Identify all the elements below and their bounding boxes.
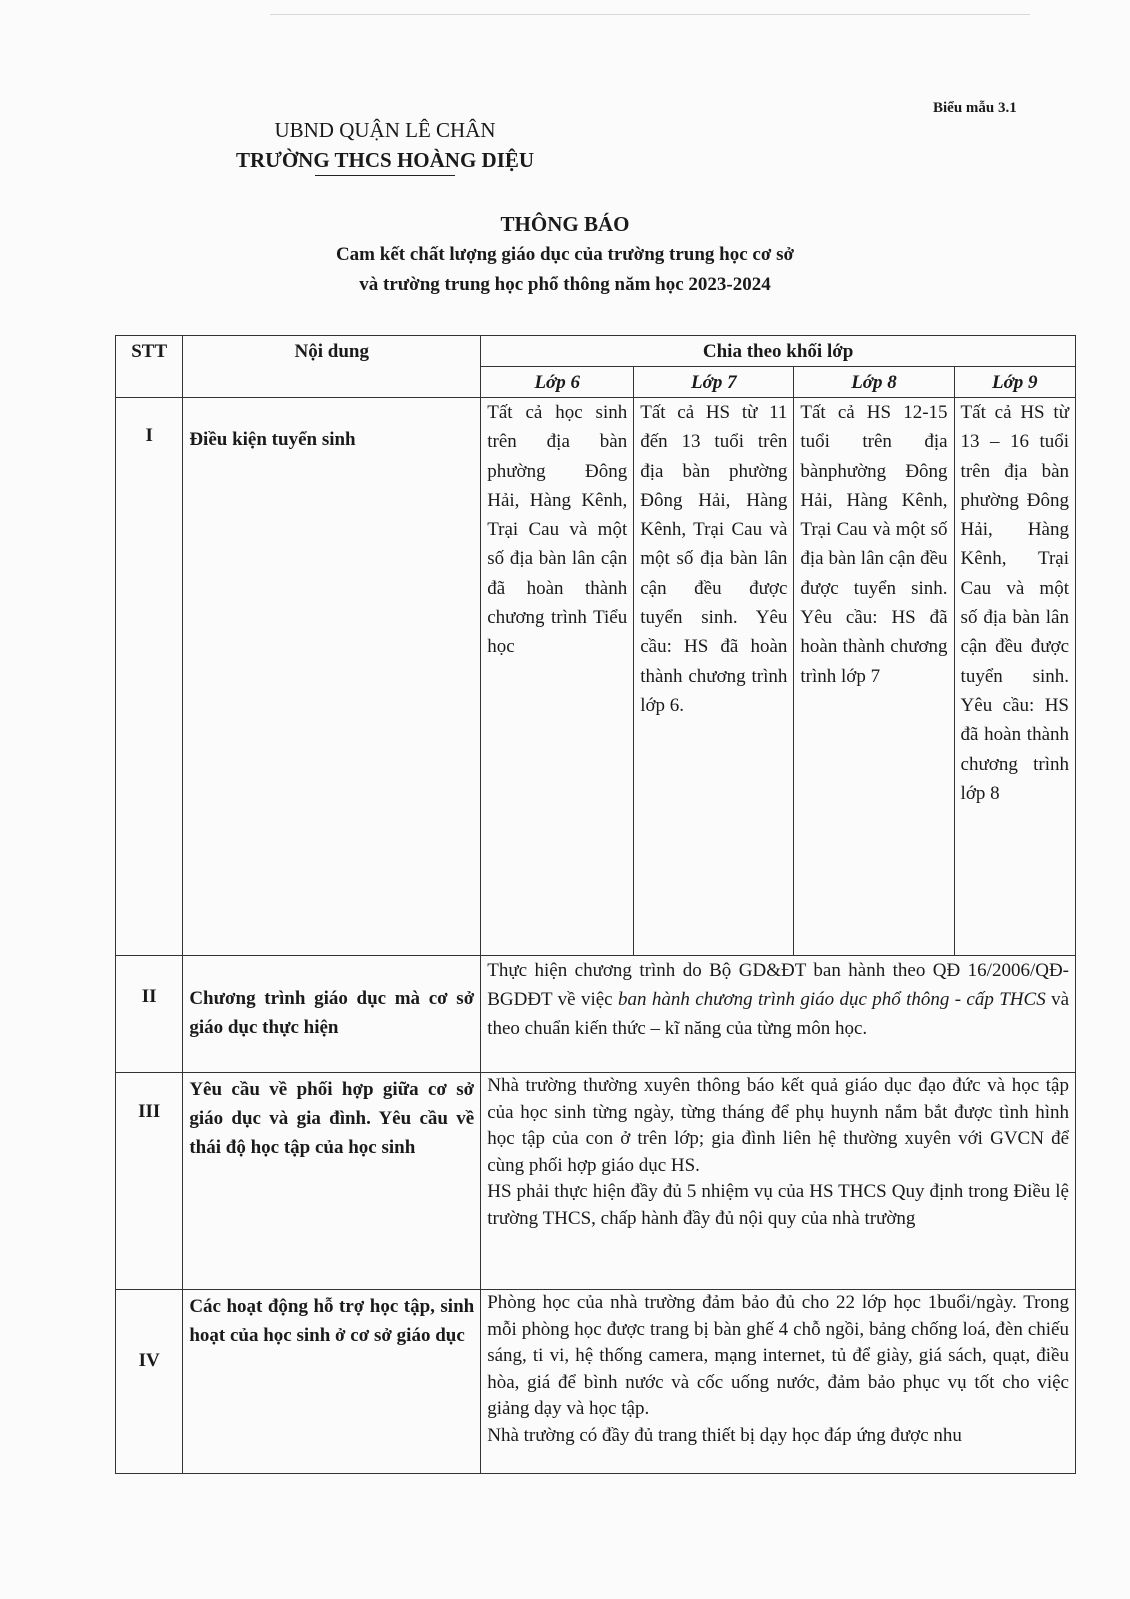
header-underline bbox=[315, 175, 455, 176]
title-line-1: Cam kết chất lượng giáo dục của trường trung học cơ sở bbox=[335, 244, 795, 265]
scan-edge-line bbox=[270, 14, 1030, 15]
row-description bbox=[481, 1290, 1076, 1474]
description-paragraph: Nhà trường thường xuyên thông báo kết quả giáo dục đạo đức và học tập của học sinh từng ngày, từng tháng để phụ huynh nắm bắt được tình hình học tập của con ở trên lớp; gia đình liên hệ thường xuyên với GVCN để cùng phối hợp giáo dục HS. bbox=[487, 1075, 1069, 1176]
row-number: IV bbox=[116, 1290, 183, 1474]
header-grade-group: Chia theo khối lớp bbox=[481, 336, 1076, 367]
header-content: Nội dung bbox=[183, 336, 481, 398]
form-code: Biểu mẫu 3.1 bbox=[933, 100, 1017, 116]
commitment-table bbox=[115, 335, 1076, 1474]
table-row bbox=[116, 956, 1076, 1073]
table-row bbox=[116, 398, 1076, 956]
row-content: Điều kiện tuyển sinh bbox=[183, 398, 481, 956]
description-text-end: và theo chuẩn kiến thức – kĩ năng của từng môn học. bbox=[487, 989, 1069, 1039]
grade-6-cell: Tất cả học sinh trên địa bàn phường Đông Hải, Hàng Kênh, Trại Cau và một số địa bàn lân cận đã hoàn thành chương trình Tiểu học bbox=[481, 398, 634, 956]
description-text: Thực hiện chương trình do Bộ GD&ĐT ban hành theo QĐ 16/2006/QĐ-BGDĐT về việc bbox=[487, 960, 1069, 1010]
description-italic-text: ban hành chương trình giáo dục phổ thông - cấp THCS bbox=[617, 989, 1046, 1010]
table-row bbox=[116, 1290, 1076, 1474]
issuer-header bbox=[220, 115, 550, 175]
row-number: III bbox=[116, 1073, 183, 1290]
document-title bbox=[300, 208, 830, 300]
header-grade-9: Lớp 9 bbox=[954, 367, 1075, 398]
header-stt: STT bbox=[116, 336, 183, 398]
header-grade-7: Lớp 7 bbox=[634, 367, 794, 398]
title-line-2: và trường trung học phổ thông năm học 2023-2024 bbox=[359, 274, 771, 295]
row-number: II bbox=[116, 956, 183, 1073]
description-paragraph: HS phải thực hiện đầy đủ 5 nhiệm vụ của HS THCS Quy định trong Điều lệ trường THCS, chấp hành đầy đủ nội quy của nhà trường bbox=[487, 1181, 1069, 1229]
row-content: Chương trình giáo dục mà cơ sở giáo dục thực hiện bbox=[183, 956, 481, 1073]
row-description bbox=[481, 1073, 1076, 1290]
agency-name: UBND QUẬN LÊ CHÂN bbox=[274, 118, 496, 142]
row-description bbox=[481, 956, 1076, 1073]
title-main: THÔNG BÁO bbox=[500, 212, 630, 236]
grade-9-cell: Tất cả HS từ 13 – 16 tuổi trên địa bàn phường Đông Hải, Hàng Kênh, Trại Cau và một số địa bàn lân cận đều được tuyển sinh. Yêu cầu: HS đã hoàn thành chương trình lớp 8 bbox=[954, 398, 1075, 956]
header-grade-6: Lớp 6 bbox=[481, 367, 634, 398]
description-paragraph: Nhà trường có đầy đủ trang thiết bị dạy học đáp ứng được nhu bbox=[487, 1424, 962, 1446]
table-row bbox=[116, 1073, 1076, 1290]
row-content: Yêu cầu về phối hợp giữa cơ sở giáo dục và gia đình. Yêu cầu về thái độ học tập của học sinh bbox=[183, 1073, 481, 1290]
grade-8-cell: Tất cả HS 12-15 tuổi trên địa bànphường Đông Hải, Hàng Kênh, Trại Cau và một số địa bàn lân cận đều được tuyển sinh. Yêu cầu: HS đã hoàn thành chương trình lớp 7 bbox=[794, 398, 954, 956]
header-row-1 bbox=[116, 336, 1076, 367]
grade-7-cell: Tất cả HS từ 11 đến 13 tuổi trên địa bàn phường Đông Hải, Hàng Kênh, Trại Cau và một số địa bàn lân cận đều được tuyển sinh. Yêu cầu: HS đã hoàn thành chương trình lớp 6. bbox=[634, 398, 794, 956]
header-grade-8: Lớp 8 bbox=[794, 367, 954, 398]
description-paragraph: Phòng học của nhà trường đảm bảo đủ cho 22 lớp học 1buổi/ngày. Trong mỗi phòng học được trang bị bàn ghế 4 chỗ ngồi, bảng chống loá, đèn chiếu sáng, ti vi, hệ thống camera, mạng internet, tủ để giày, giá sách, quạt, điều hòa, giá để bình nước và cốc uống nước, đảm bảo phục vụ tốt cho việc giảng dạy và học tập. bbox=[487, 1292, 1069, 1419]
school-name: TRƯỜNG THCS HOÀNG DIỆU bbox=[235, 148, 535, 172]
row-content: Các hoạt động hỗ trợ học tập, sinh hoạt của học sinh ở cơ sở giáo dục bbox=[183, 1290, 481, 1474]
row-number: I bbox=[116, 398, 183, 956]
